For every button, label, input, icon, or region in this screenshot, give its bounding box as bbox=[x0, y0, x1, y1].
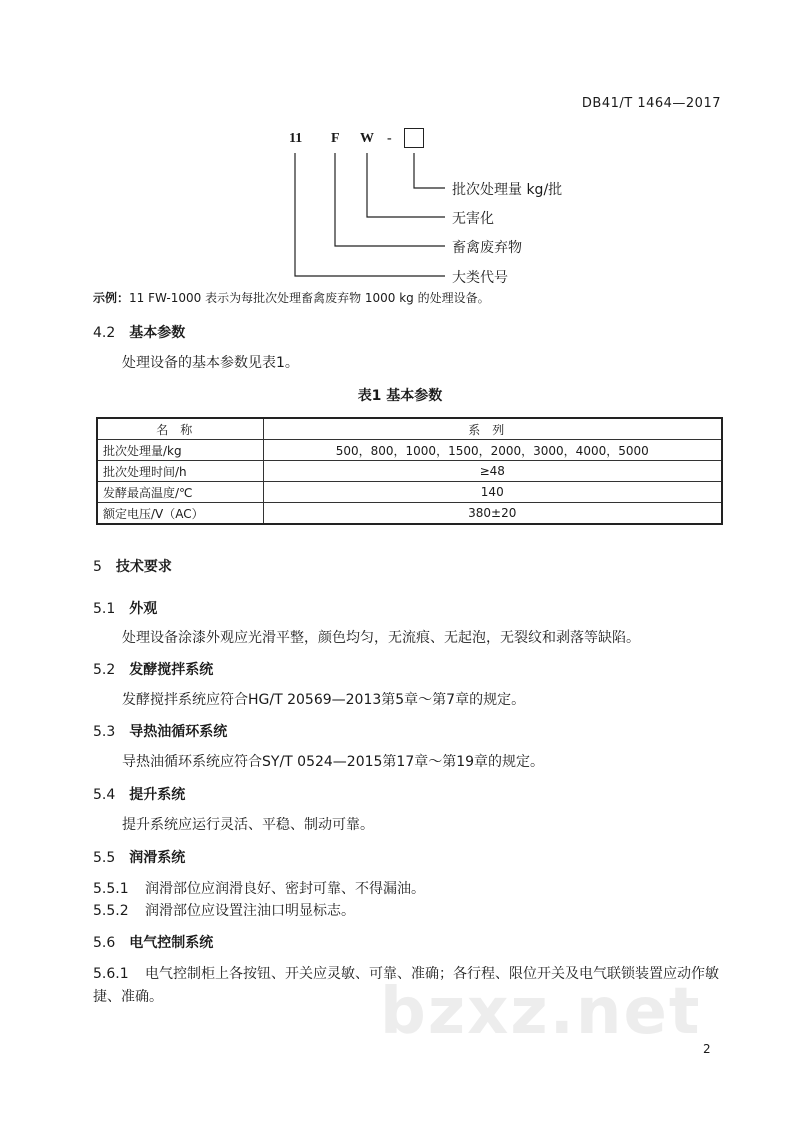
code-part-category: 11 bbox=[289, 131, 303, 146]
section-5-3-para: 导热油循环系统应符合SY/T 0524—2015第17章～第19章的规定。 bbox=[122, 754, 545, 770]
example-prefix: 示例： bbox=[93, 291, 130, 305]
table-row bbox=[97, 440, 722, 461]
section-title: 电气控制系统 bbox=[129, 935, 214, 951]
leader-lines bbox=[0, 0, 800, 300]
section-number: 5.6 bbox=[93, 935, 116, 951]
section-5-4-heading bbox=[93, 784, 185, 804]
table-header-row bbox=[97, 418, 722, 440]
section-number: 5.5 bbox=[93, 850, 116, 866]
section-title: 发酵搅拌系统 bbox=[129, 662, 214, 678]
code-part-livestock: F bbox=[331, 131, 340, 146]
row-value: ≥48 bbox=[263, 461, 722, 482]
parameters-table bbox=[96, 417, 723, 525]
section-5-6-heading bbox=[93, 932, 213, 952]
clause-text: 润滑部位应设置注油口明显标志。 bbox=[145, 903, 355, 919]
row-value: 380±20 bbox=[263, 503, 722, 525]
section-title: 导热油循环系统 bbox=[129, 724, 228, 740]
section-number: 5.1 bbox=[93, 601, 116, 617]
section-4-2-heading bbox=[93, 322, 185, 342]
section-title: 外观 bbox=[129, 601, 158, 617]
section-5-2-para: 发酵搅拌系统应符合HG/T 20569—2013第5章～第7章的规定。 bbox=[122, 692, 526, 708]
section-5-3-heading bbox=[93, 721, 227, 741]
label-category: 大类代号 bbox=[452, 270, 508, 286]
header-series: 系列 bbox=[263, 418, 722, 440]
header-name: 名称 bbox=[97, 418, 263, 440]
page-number: 2 bbox=[703, 1042, 711, 1056]
section-number: 5.3 bbox=[93, 724, 116, 740]
clause-5-5-2 bbox=[93, 900, 355, 920]
table-row bbox=[97, 503, 722, 525]
table-row bbox=[97, 482, 722, 503]
code-part-harmless: W bbox=[360, 131, 374, 146]
section-5-2-heading bbox=[93, 659, 213, 679]
section-number: 5.2 bbox=[93, 662, 116, 678]
example-note bbox=[93, 289, 490, 306]
section-5-1-heading bbox=[93, 598, 157, 618]
example-text: 11 FW-1000 表示为每批次处理畜禽废弃物 1000 kg 的处理设备。 bbox=[129, 291, 490, 305]
row-name: 批次处理量/kg bbox=[97, 440, 263, 461]
section-5-5-heading bbox=[93, 847, 185, 867]
label-livestock-waste: 畜禽废弃物 bbox=[452, 240, 522, 256]
section-5-1-para: 处理设备涂漆外观应光滑平整，颜色均匀，无流痕、无起泡，无裂纹和剥落等缺陷。 bbox=[122, 630, 640, 646]
section-number: 4.2 bbox=[93, 325, 116, 341]
label-capacity: 批次处理量 kg/批 bbox=[452, 182, 563, 198]
section-title: 基本参数 bbox=[129, 325, 186, 341]
clause-number: 5.5.1 bbox=[93, 881, 129, 897]
section-number: 5.4 bbox=[93, 787, 116, 803]
row-value: 140 bbox=[263, 482, 722, 503]
row-name: 额定电压/V（AC） bbox=[97, 503, 263, 525]
table-row bbox=[97, 461, 722, 482]
section-number: 5 bbox=[93, 559, 102, 575]
clause-number: 5.6.1 bbox=[93, 966, 129, 982]
label-harmless: 无害化 bbox=[452, 211, 494, 227]
code-part-dash: - bbox=[387, 131, 392, 146]
section-5-4-para: 提升系统应运行灵活、平稳、制动可靠。 bbox=[122, 817, 374, 833]
row-value: 500，800，1000，1500，2000，3000，4000，5000 bbox=[263, 440, 722, 461]
clause-text: 润滑部位应润滑良好、密封可靠、不得漏油。 bbox=[145, 881, 425, 897]
section-4-2-para: 处理设备的基本参数见表1。 bbox=[122, 355, 299, 371]
document-number: DB41/T 1464—2017 bbox=[581, 96, 721, 111]
section-title: 技术要求 bbox=[115, 559, 172, 575]
section-5-heading bbox=[93, 556, 172, 576]
clause-5-5-1 bbox=[93, 878, 425, 898]
watermark: bzxz.net bbox=[380, 975, 702, 1049]
clause-number: 5.5.2 bbox=[93, 903, 129, 919]
clause-5-6-1-continued: 捷、准确。 bbox=[93, 989, 163, 1005]
table-caption: 表1 基本参数 bbox=[357, 388, 443, 404]
section-title: 润滑系统 bbox=[129, 850, 186, 866]
row-name: 批次处理时间/h bbox=[97, 461, 263, 482]
section-title: 提升系统 bbox=[129, 787, 186, 803]
clause-text-line1: 电气控制柜上各按钮、开关应灵敏、可靠、准确；各行程、限位开关及电气联锁装置应动作敏 bbox=[145, 966, 719, 982]
row-name: 发酵最高温度/℃ bbox=[97, 482, 263, 503]
